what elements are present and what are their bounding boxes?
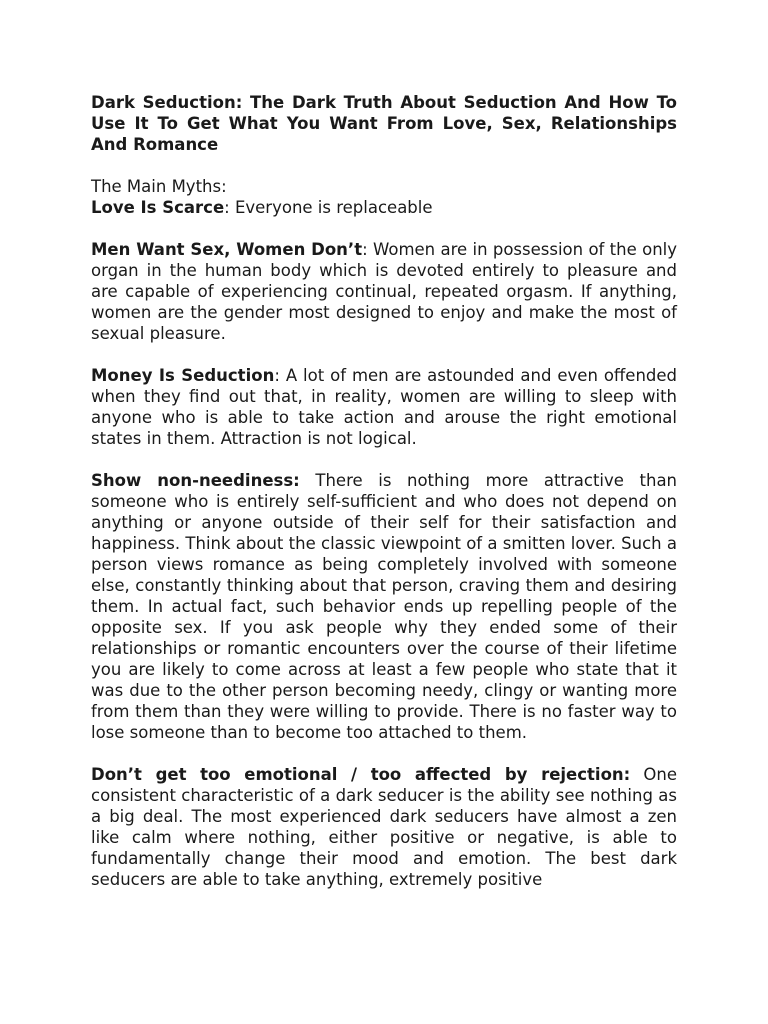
myth-separator: :: [362, 240, 373, 259]
myth-separator: :: [274, 366, 286, 385]
tip-text: There is nothing more attractive than someone who is entirely self-sufficient and who does not depend on anything or anyone outside of their self for their satisfaction and happiness. Think about the classic viewpoint of a smitten lover. Such a person views romance as being completely involved with someone else, constantly thinking about that person, craving them and desiring them. In actual fact, such behavior ends up repelling people of the opposite sex. If you ask people why they ended some of their relationships or romantic encounters over the course of their lifetime you are likely to come across at least a few people who state that it was due to the other person becoming needy, clingy or wanting more from them than they were willing to provide. There is no faster way to lose someone than to become too attached to them.: [91, 471, 678, 742]
section-heading: The Main Myths:: [91, 177, 227, 196]
myth-paragraph-money-is-seduction: [91, 365, 677, 449]
myth-label: Men Want Sex, Women Don’t: [91, 240, 363, 259]
tip-separator: [630, 765, 643, 784]
myth-text: A lot of men are astounded and even offended when they find out that, in reality, women are willing to sleep with anyone who is able to take action and arouse the right emotional states in them. Attraction is not logical.: [91, 366, 677, 448]
myth-text: Women are in possession of the only organ in the human body which is devoted entirely to pleasure and are capable of experiencing continual, repeated orgasm. If anything, women are the gender most designed to enjoy and make the most of sexual pleasure.: [91, 240, 677, 343]
tip-label: Don’t get too emotional / too affected by rejection:: [91, 765, 631, 784]
tip-separator: [300, 471, 316, 490]
tip-paragraph-rejection: [91, 764, 677, 890]
document-page: [91, 92, 677, 911]
tip-paragraph-non-neediness: [91, 470, 677, 743]
myth-paragraph-love-is-scarce: [91, 197, 677, 218]
myth-label: Money Is Seduction: [91, 366, 275, 385]
tip-label: Show non-neediness:: [91, 471, 300, 490]
document-title: Dark Seduction: The Dark Truth About Seduction And How To Use It To Get What You Want From Love, Sex, Relationships And Romance: [91, 93, 677, 154]
tip-text: One consistent characteristic of a dark seducer is the ability see nothing as a big deal. The most experienced dark seducers have almost a zen like calm where nothing, either positive or negative, is able to fundamentally change their mood and emotion. The best dark seducers are able to take anything, extremely positive: [91, 765, 677, 889]
myth-separator: :: [224, 198, 235, 217]
myth-text: Everyone is replaceable: [234, 198, 433, 217]
myth-paragraph-men-want-sex: [91, 239, 677, 344]
myth-label: Love Is Scarce: [91, 198, 225, 217]
